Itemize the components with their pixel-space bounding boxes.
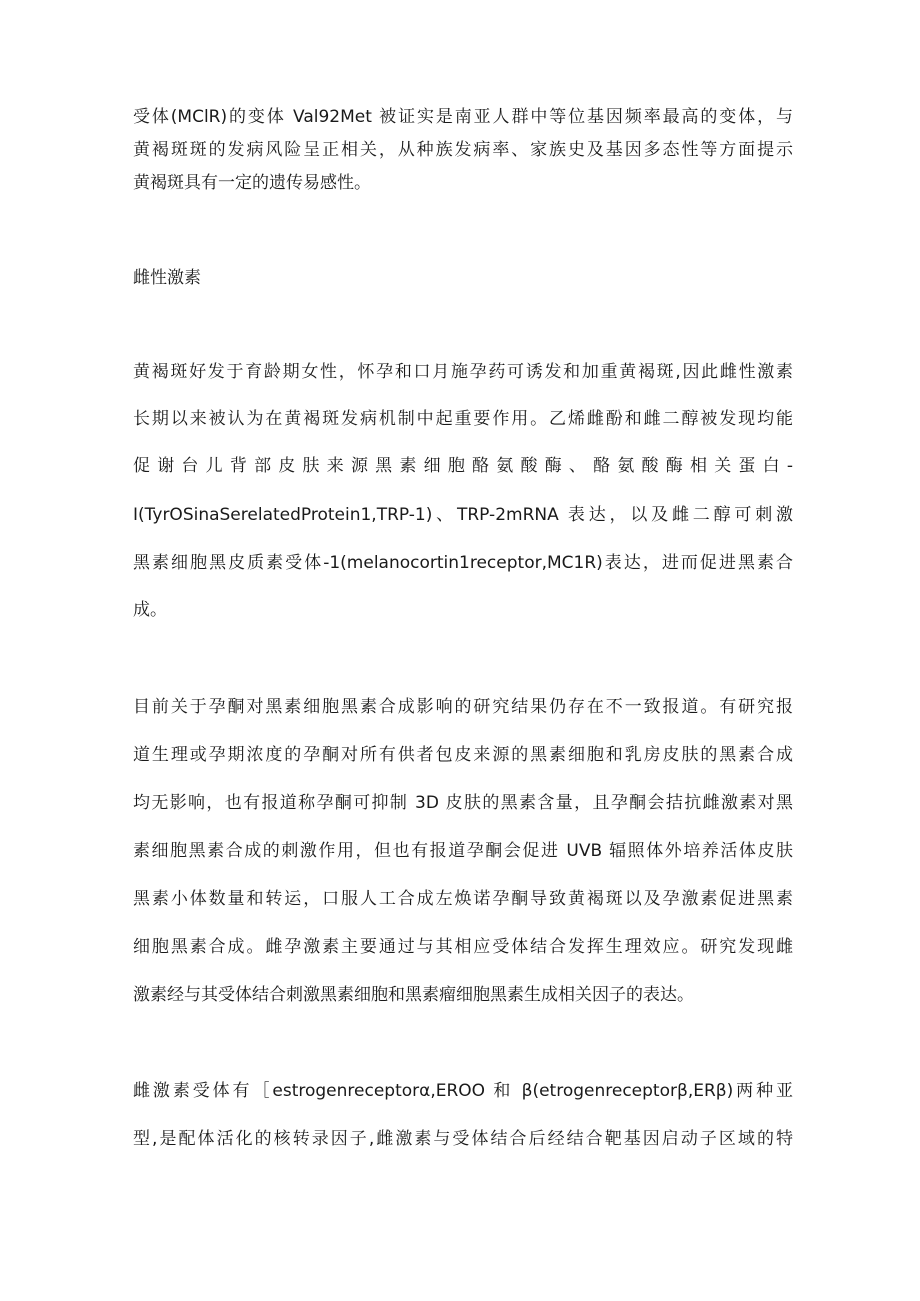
paragraph-3-line-2: 道生理或孕期浓度的孕酮对所有供者包皮来源的黑素细胞和乳房皮肤的黑素合成 xyxy=(133,745,793,765)
paragraph-2-line-1: 黄褐斑好发于育龄期女性，怀孕和口月施孕药可诱发和加重黄褐斑,因此雌性激素 xyxy=(133,362,793,382)
paragraph-4-line-1: 雌激素受体有［estrogenreceptorα,EROO 和 β(etrogenreceptorβ,ERβ)两种亚 xyxy=(133,1081,793,1101)
paragraph-1-line-2: 黄褐斑斑的发病风险呈正相关，从种族发病率、家族史及基因多态性等方面提示 xyxy=(133,140,793,160)
paragraph-3-line-6: 细胞黑素合成。雌孕激素主要通过与其相应受体结合发挥生理效应。研究发现雌 xyxy=(133,937,793,957)
paragraph-3-line-3: 均无影响，也有报道称孕酮可抑制 3D 皮肤的黑素含量，且孕酮会拮抗雌激素对黑 xyxy=(133,793,793,813)
paragraph-3-line-7: 激素经与其受体结合刺激黑素细胞和黑素瘤细胞黑素生成相关因子的表达。 xyxy=(133,985,694,1005)
paragraph-2-line-2: 长期以来被认为在黄褐斑发病机制中起重要作用。乙烯雌酚和雌二醇被发现均能 xyxy=(133,409,793,429)
paragraph-2-line-4: I(TyrOSinaSerelatedProtein1,TRP-1)、TRP-2mRNA 表达，以及雌二醇可刺激 xyxy=(133,505,793,525)
paragraph-1-line-1: 受体(MClR)的变体 Val92Met 被证实是南亚人群中等位基因频率最高的变体，与 xyxy=(133,107,793,127)
section-heading: 雌性激素 xyxy=(133,268,201,288)
paragraph-3-line-4: 素细胞黑素合成的刺激作用，但也有报道孕酮会促进 UVB 辐照体外培养活体皮肤 xyxy=(133,841,793,861)
paragraph-3-line-1: 目前关于孕酮对黑素细胞黑素合成影响的研究结果仍存在不一致报道。有研究报 xyxy=(133,697,793,717)
paragraph-2-line-5: 黑素细胞黑皮质素受体-1(melanocortin1receptor,MC1R)表达，进而促进黑素合 xyxy=(133,553,793,573)
paragraph-4-line-2: 型,是配体活化的核转录因子,雌激素与受体结合后经结合靶基因启动子区域的特 xyxy=(133,1129,793,1149)
paragraph-2-line-6: 成。 xyxy=(133,600,167,620)
paragraph-2-line-3: 促谢台儿背部皮肤来源黑素细胞酪氨酸酶、酪氨酸酶相关蛋白- xyxy=(133,456,793,476)
paragraph-3-line-5: 黑素小体数量和转运，口服人工合成左焕诺孕酮导致黄褐斑以及孕激素促进黑素 xyxy=(133,889,793,909)
paragraph-1-line-3: 黄褐斑具有一定的遗传易感性。 xyxy=(133,173,371,193)
